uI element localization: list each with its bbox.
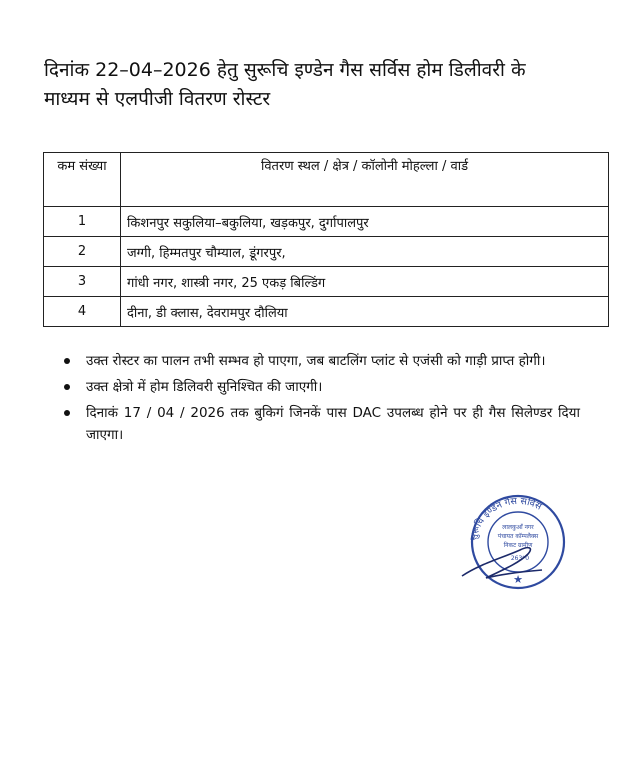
row-serial: 1 [44, 207, 121, 237]
table-row [44, 267, 609, 297]
row-location: दीना, डी क्लास, देवरामपुर दौलिया [121, 297, 609, 327]
stamp-inner-line-1: लालकुआँ नगर [502, 524, 534, 531]
row-location: किशनपुर सकुलिया–बकुलिया, खड़कपुर, दुर्गापालपुर [121, 207, 609, 237]
bullet-icon [64, 384, 70, 390]
document-title [44, 56, 589, 114]
table-row [44, 207, 609, 237]
row-location: जग्गी, हिम्मतपुर चौम्याल, डूंगरपुर, [121, 237, 609, 267]
title-line-1: दिनांक 22–04–2026 हेतु सुरूचि इण्डेन गैस सर्विस होम डिलीवरी के [44, 59, 526, 81]
notes-list [64, 350, 580, 450]
row-serial: 2 [44, 237, 121, 267]
header-serial: कम संख्या [44, 153, 121, 207]
table-header-row [44, 153, 609, 207]
stamp-outer-text: सुरूचि इण्डेन गैस सर्विस [468, 495, 544, 542]
stamp-inner-line-4: 263*0 [510, 555, 530, 562]
list-item [64, 350, 580, 372]
table-row [44, 237, 609, 267]
row-serial: 4 [44, 297, 121, 327]
star-icon: ★ [513, 573, 523, 586]
list-item [64, 376, 580, 398]
header-location: वितरण स्थल / क्षेत्र / कॉलोनी मोहल्ला / वार्ड [121, 153, 609, 207]
stamp-inner-line-3: निकट ग्रामीण [503, 542, 533, 549]
note-text: उक्त रोस्टर का पालन तभी सम्भव हो पाएगा, जब बाटलिंग प्लांट से एजंसी को गाड़ी प्राप्त होगी। [86, 353, 546, 369]
bullet-icon [64, 358, 70, 364]
note-text: दिनाकं 17 / 04 / 2026 तक बुकिगं जिनकें पास DAC उपलब्ध होने पर ही गैस सिलेण्डर दिया जाएगा। [86, 405, 580, 443]
row-location: गांधी नगर, शास्त्री नगर, 25 एकड़ बिल्डिंग [121, 267, 609, 297]
stamp-inner-line-2: पंचायत कॉम्पलैक्स [497, 533, 539, 540]
agency-stamp [458, 484, 576, 594]
list-item [64, 402, 580, 446]
bullet-icon [64, 410, 70, 416]
row-serial: 3 [44, 267, 121, 297]
note-text: उक्त क्षेत्रो में होम डिलिवरी सुनिश्चित की जाएगी। [86, 379, 323, 395]
roster-table [43, 152, 609, 327]
title-line-2: माध्यम से एलपीजी वितरण रोस्टर [44, 88, 271, 110]
table-row [44, 297, 609, 327]
